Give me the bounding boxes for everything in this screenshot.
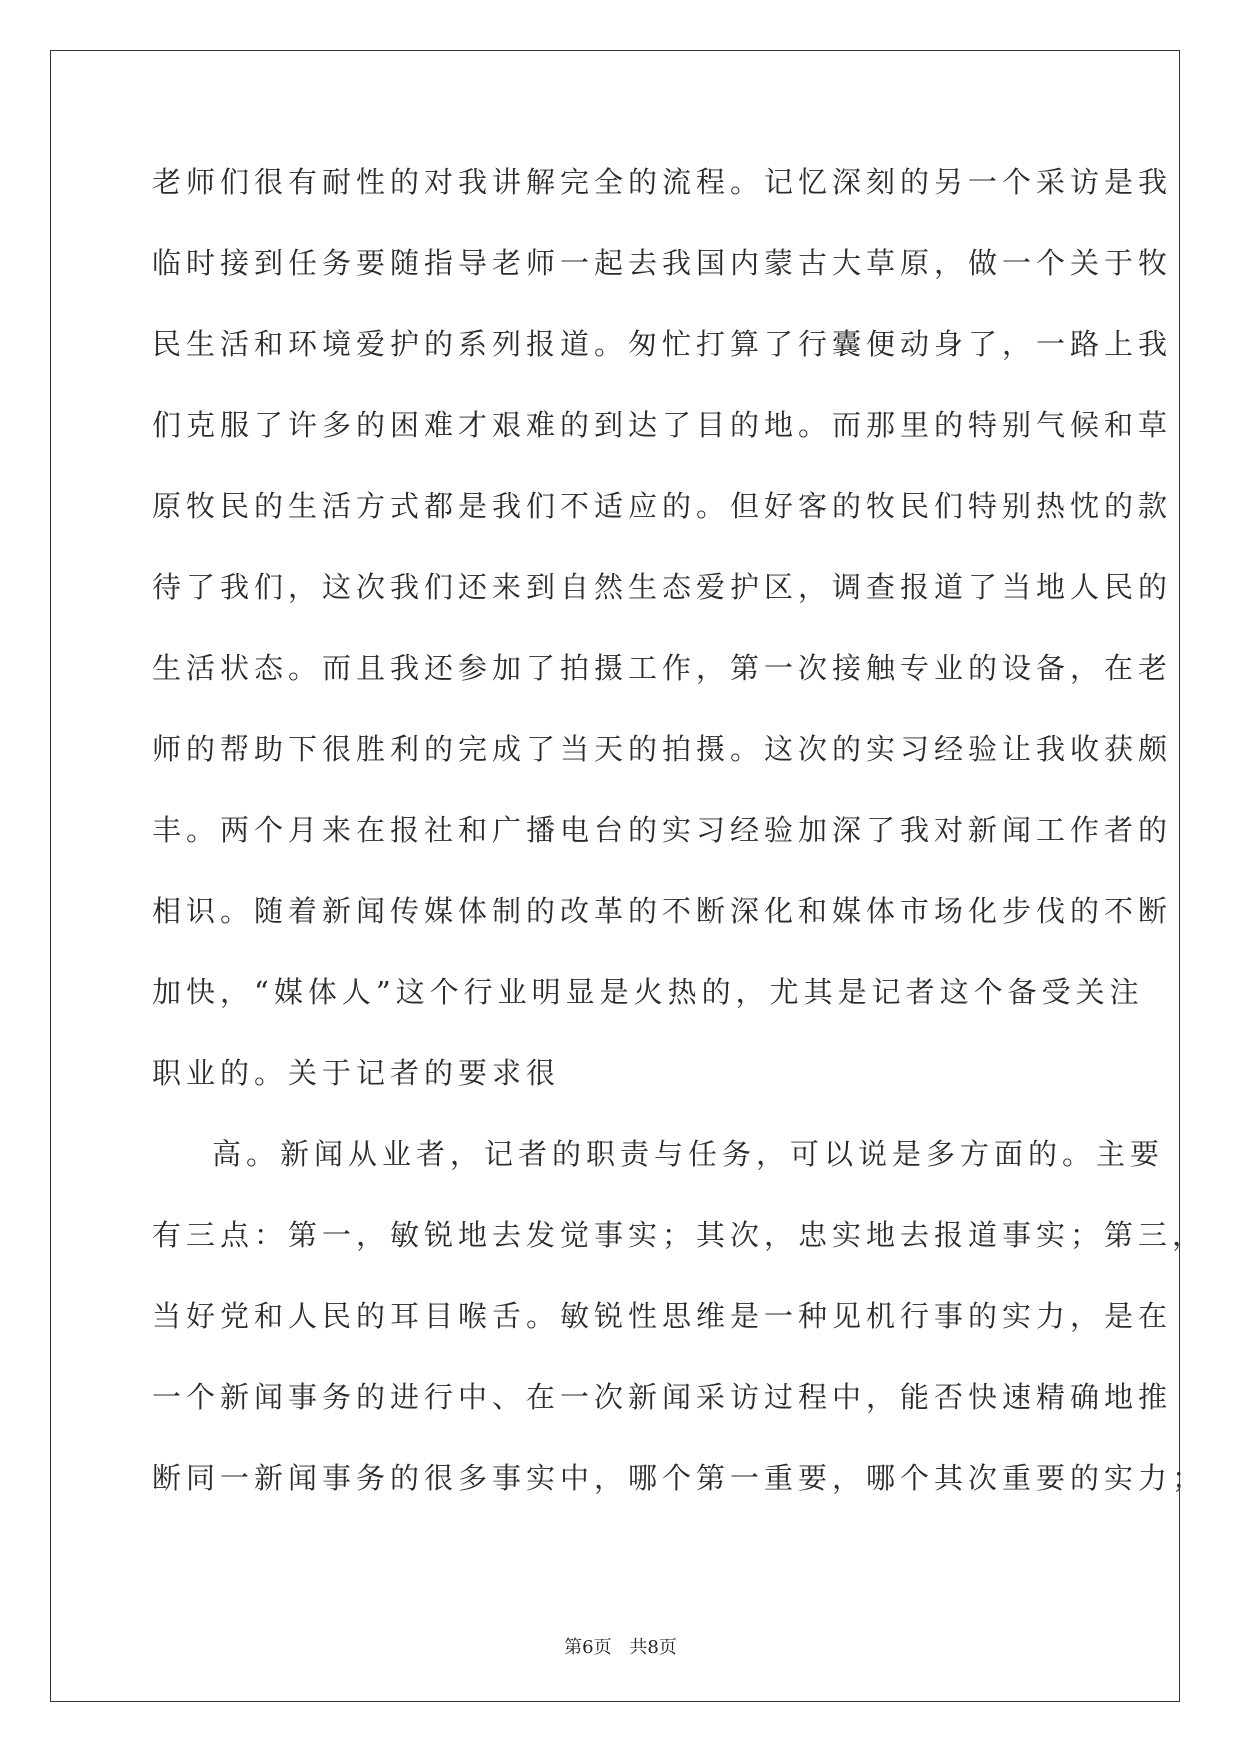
document-body	[152, 162, 1207, 1539]
text-line: 老师们很有耐性的对我讲解完全的流程。记忆深刻的另一个采访是我	[152, 165, 1173, 199]
page-total: 共8页	[629, 1637, 677, 1658]
text-line: 生活状态。而且我还参加了拍摄工作，第一次接触专业的设备，在老	[152, 651, 1173, 685]
text-line: 待了我们，这次我们还来到自然生态爱护区，调查报道了当地人民的	[152, 570, 1173, 604]
text-line: 当好党和人民的耳目喉舌。敏锐性思维是一种见机行事的实力，是在	[152, 1299, 1173, 1333]
text-line: 原牧民的生活方式都是我们不适应的。但好客的牧民们特别热忱的款	[152, 489, 1173, 523]
text-line: 相识。随着新闻传媒体制的改革的不断深化和媒体市场化步伐的不断	[152, 894, 1173, 928]
text-line: 有三点：第一，敏锐地去发觉事实；其次，忠实地去报道事实；第三，	[152, 1218, 1207, 1252]
text-line: 们克服了许多的困难才艰难的到达了目的地。而那里的特别气候和草	[152, 408, 1173, 442]
page-footer	[0, 1633, 1241, 1659]
text-line: 临时接到任务要随指导老师一起去我国内蒙古大草原，做一个关于牧	[152, 246, 1173, 280]
page-number: 第6页	[564, 1637, 612, 1658]
text-line: 一个新闻事务的进行中、在一次新闻采访过程中，能否快速精确地推	[152, 1380, 1173, 1414]
text-line: 断同一新闻事务的很多事实中，哪个第一重要，哪个其次重要的实力；	[152, 1461, 1207, 1495]
text-line: 加快，“媒体人”这个行业明显是火热的，尤其是记者这个备受关注	[152, 975, 1144, 1009]
text-line: 民生活和环境爱护的系列报道。匆忙打算了行囊便动身了，一路上我	[152, 327, 1173, 361]
paragraph-start-line: 高。新闻从业者，记者的职责与任务，可以说是多方面的。主要	[212, 1137, 1165, 1171]
text-line: 师的帮助下很胜利的完成了当天的拍摄。这次的实习经验让我收获颇	[152, 732, 1173, 766]
text-line: 职业的。关于记者的要求很	[152, 1056, 561, 1090]
text-line: 丰。两个月来在报社和广播电台的实习经验加深了我对新闻工作者的	[152, 813, 1173, 847]
